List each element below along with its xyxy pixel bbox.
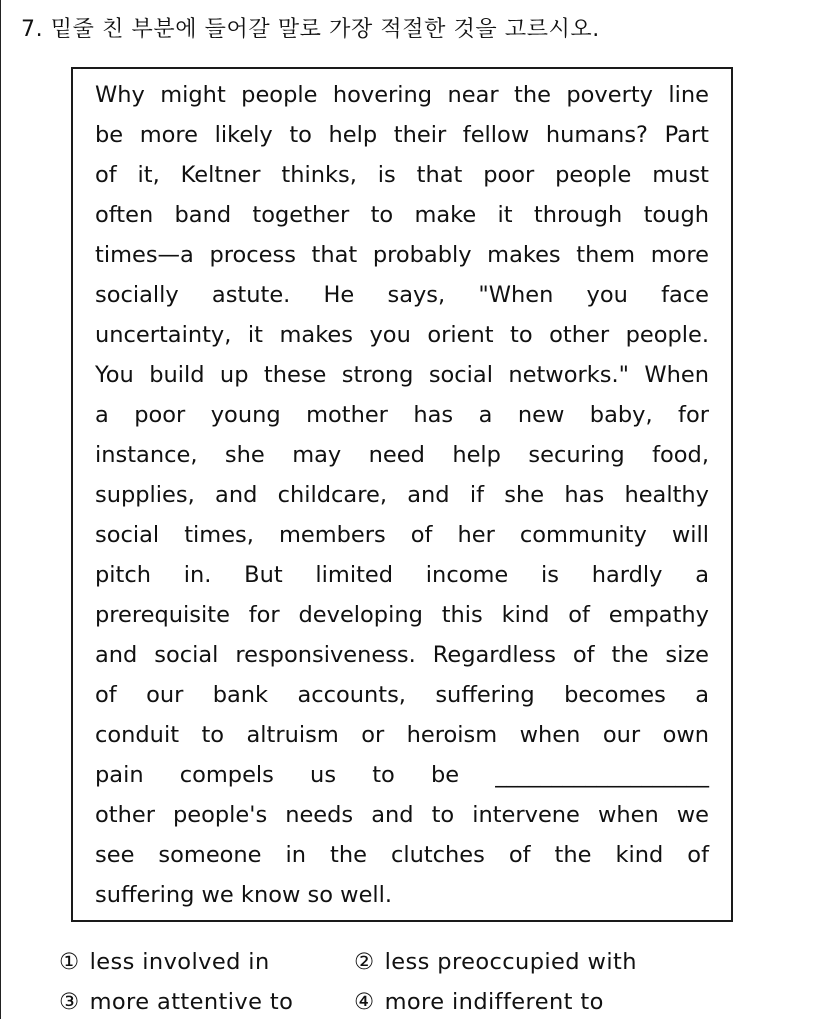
passage-line: of our bank accounts, suffering becomes a [95, 682, 709, 708]
choice-number: ② [354, 949, 375, 975]
passage-line: Why might people hovering near the poverty line [95, 82, 709, 108]
passage-line: and social responsiveness. Regardless of the size [95, 642, 709, 668]
passage-line: uncertainty, it makes you orient to other people. [95, 322, 709, 348]
choice-text: more indifferent to [384, 989, 604, 1015]
choice-4[interactable] [354, 982, 604, 1022]
passage-line: socially astute. He says, "When you face [95, 282, 709, 308]
choice-text: less involved in [89, 949, 270, 975]
passage-line: pain compels us to be ___________________ [95, 762, 709, 788]
passage-line: prerequisite for developing this kind of empathy [95, 602, 709, 628]
question-title: 7. 밑줄 친 부분에 들어갈 말로 가장 적절한 것을 고르시오. [21, 17, 600, 42]
passage-line: instance, she may need help securing food, [95, 442, 709, 468]
passage-line: be more likely to help their fellow humans? Part [95, 122, 709, 148]
choice-number: ① [59, 949, 80, 975]
choice-number: ③ [59, 989, 80, 1015]
passage-box [71, 67, 733, 922]
passage-line: a poor young mother has a new baby, for [95, 402, 709, 428]
passage-line: supplies, and childcare, and if she has healthy [95, 482, 709, 508]
passage-line: conduit to altruism or heroism when our own [95, 722, 709, 748]
choice-text: less preoccupied with [384, 949, 637, 975]
passage-line: of it, Keltner thinks, is that poor people must [95, 162, 709, 188]
passage-line: suffering we know so well. [95, 882, 393, 908]
passage-line: pitch in. But limited income is hardly a [95, 562, 709, 588]
passage-line: social times, members of her community will [95, 522, 709, 548]
passage-line: You build up these strong social networks." When [95, 362, 709, 388]
choice-2[interactable] [354, 942, 637, 982]
passage-line: see someone in the clutches of the kind of [95, 842, 709, 868]
choice-number: ④ [354, 989, 375, 1015]
passage-line: times—a process that probably makes them more [95, 242, 709, 268]
passage-line: other people's needs and to intervene when we [95, 802, 709, 828]
choice-text: more attentive to [89, 989, 294, 1015]
choice-3[interactable] [59, 982, 293, 1022]
choice-1[interactable] [59, 942, 270, 982]
page-left-border [0, 0, 1, 1019]
passage-line: often band together to make it through tough [95, 202, 709, 228]
